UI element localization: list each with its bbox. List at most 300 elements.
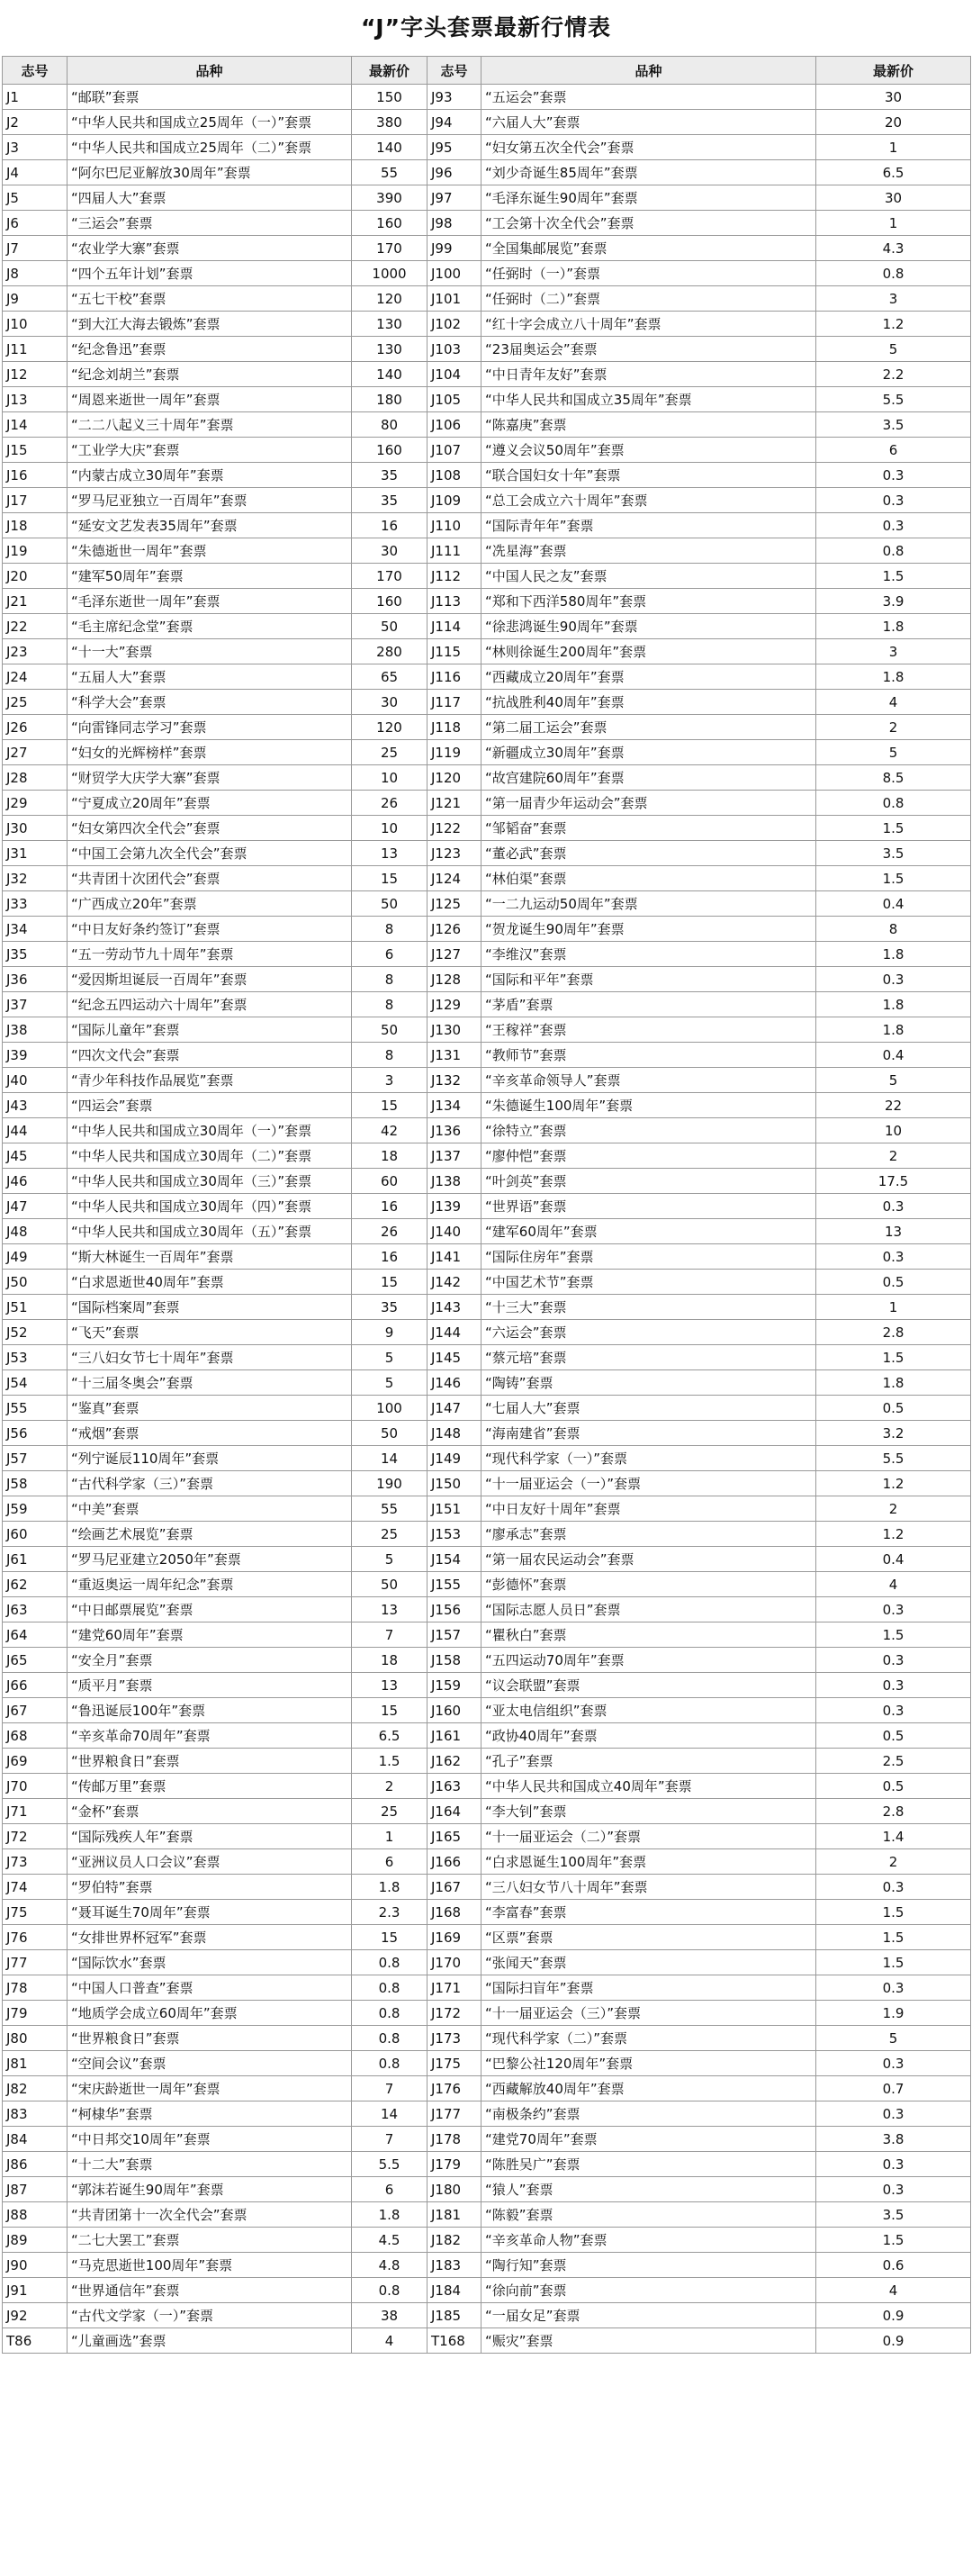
latest-price: 6.5: [816, 160, 971, 185]
stamp-code: J71: [3, 1799, 68, 1824]
latest-price: 50: [352, 1421, 428, 1446]
stamp-name: “宁夏成立20周年”套票: [68, 791, 352, 816]
stamp-name: “三八妇女节七十周年”套票: [68, 1345, 352, 1370]
latest-price: 0.8: [352, 2051, 428, 2076]
stamp-name: “中华人民共和国成立40周年”套票: [482, 1774, 816, 1799]
stamp-code: J36: [3, 967, 68, 992]
stamp-name: “孔子”套票: [482, 1749, 816, 1774]
table-row: [3, 110, 971, 135]
stamp-code: J4: [3, 160, 68, 185]
stamp-name: “张闻天”套票: [482, 1950, 816, 1975]
stamp-code: J20: [3, 564, 68, 589]
stamp-code: J38: [3, 1017, 68, 1043]
stamp-name: “区票”套票: [482, 1925, 816, 1950]
stamp-code: J120: [428, 765, 482, 791]
stamp-code: J107: [428, 438, 482, 463]
latest-price: 0.3: [816, 1194, 971, 1219]
table-row: [3, 765, 971, 791]
table-row: [3, 1774, 971, 1799]
latest-price: 0.9: [816, 2303, 971, 2328]
latest-price: 15: [352, 866, 428, 891]
latest-price: 1.5: [816, 1950, 971, 1975]
stamp-name: “中华人民共和国成立35周年”套票: [482, 387, 816, 412]
stamp-name: “徐悲鸿诞生90周年”套票: [482, 614, 816, 639]
stamp-code: J15: [3, 438, 68, 463]
latest-price: 150: [352, 85, 428, 110]
table-row: [3, 2303, 971, 2328]
stamp-code: J28: [3, 765, 68, 791]
table-row: [3, 1295, 971, 1320]
stamp-name: “金杯”套票: [68, 1799, 352, 1824]
table-row: [3, 1194, 971, 1219]
stamp-code: J124: [428, 866, 482, 891]
stamp-name: “郑和下西洋580周年”套票: [482, 589, 816, 614]
table-row: [3, 690, 971, 715]
stamp-code: J11: [3, 337, 68, 362]
stamp-code: J62: [3, 1572, 68, 1597]
stamp-code: J86: [3, 2152, 68, 2177]
stamp-code: J111: [428, 538, 482, 564]
stamp-name: “亚洲议员人口会议”套票: [68, 1849, 352, 1875]
latest-price: 50: [352, 891, 428, 917]
header-code-left: 志号: [3, 57, 68, 85]
stamp-code: J185: [428, 2303, 482, 2328]
stamp-name: “罗伯特”套票: [68, 1875, 352, 1900]
table-row: [3, 2328, 971, 2354]
latest-price: 170: [352, 564, 428, 589]
latest-price: 1.8: [816, 614, 971, 639]
stamp-code: J169: [428, 1925, 482, 1950]
latest-price: 9: [352, 1320, 428, 1345]
stamp-code: J22: [3, 614, 68, 639]
table-row: [3, 2076, 971, 2101]
latest-price: 7: [352, 1622, 428, 1648]
stamp-name: “23届奥运会”套票: [482, 337, 816, 362]
stamp-code: J117: [428, 690, 482, 715]
stamp-code: J161: [428, 1723, 482, 1749]
latest-price: 2: [816, 1143, 971, 1169]
table-row: [3, 2026, 971, 2051]
stamp-name: “向雷锋同志学习”套票: [68, 715, 352, 740]
stamp-code: J77: [3, 1950, 68, 1975]
latest-price: 190: [352, 1471, 428, 1496]
stamp-name: “朱德逝世一周年”套票: [68, 538, 352, 564]
stamp-name: “戒烟”套票: [68, 1421, 352, 1446]
stamp-code: J53: [3, 1345, 68, 1370]
latest-price: 0.4: [816, 1547, 971, 1572]
stamp-code: J163: [428, 1774, 482, 1799]
latest-price: 30: [816, 185, 971, 211]
stamp-name: “徐向前”套票: [482, 2278, 816, 2303]
latest-price: 30: [352, 690, 428, 715]
stamp-name: “中日友好条约签订”套票: [68, 917, 352, 942]
stamp-code: J126: [428, 917, 482, 942]
table-row: [3, 1244, 971, 1270]
latest-price: 5: [352, 1547, 428, 1572]
latest-price: 3: [352, 1068, 428, 1093]
stamp-name: “国际青年年”套票: [482, 513, 816, 538]
stamp-name: “林伯渠”套票: [482, 866, 816, 891]
table-row: [3, 438, 971, 463]
latest-price: 1.2: [816, 1522, 971, 1547]
stamp-name: “十二大”套票: [68, 2152, 352, 2177]
stamp-code: J184: [428, 2278, 482, 2303]
stamp-name: “中日邮票展览”套票: [68, 1597, 352, 1622]
stamp-code: J40: [3, 1068, 68, 1093]
table-row: [3, 2127, 971, 2152]
latest-price: 42: [352, 1118, 428, 1143]
latest-price: 2: [816, 1849, 971, 1875]
latest-price: 35: [352, 463, 428, 488]
stamp-code: J168: [428, 1900, 482, 1925]
latest-price: 0.3: [816, 463, 971, 488]
latest-price: 18: [352, 1143, 428, 1169]
table-row: [3, 1875, 971, 1900]
latest-price: 2.2: [816, 362, 971, 387]
stamp-name: “中日友好十周年”套票: [482, 1496, 816, 1522]
latest-price: 0.3: [816, 1597, 971, 1622]
stamp-name: “女排世界杯冠军”套票: [68, 1925, 352, 1950]
stamp-code: J173: [428, 2026, 482, 2051]
stamp-code: J138: [428, 1169, 482, 1194]
stamp-code: J139: [428, 1194, 482, 1219]
stamp-code: J158: [428, 1648, 482, 1673]
table-row: [3, 387, 971, 412]
latest-price: 1.8: [816, 664, 971, 690]
stamp-code: J70: [3, 1774, 68, 1799]
latest-price: 1.8: [816, 1017, 971, 1043]
table-row: [3, 1950, 971, 1975]
table-row: [3, 841, 971, 866]
stamp-code: J76: [3, 1925, 68, 1950]
stamp-code: J56: [3, 1421, 68, 1446]
table-row: [3, 791, 971, 816]
latest-price: 13: [352, 1597, 428, 1622]
stamp-name: “十一届亚运会（二）”套票: [482, 1824, 816, 1849]
table-row: [3, 488, 971, 513]
stamp-code: J34: [3, 917, 68, 942]
price-table: [2, 56, 971, 2354]
stamp-name: “爱因斯坦诞辰一百周年”套票: [68, 967, 352, 992]
latest-price: 0.3: [816, 1648, 971, 1673]
latest-price: 0.3: [816, 2152, 971, 2177]
stamp-code: J131: [428, 1043, 482, 1068]
latest-price: 0.3: [816, 1673, 971, 1698]
stamp-code: J146: [428, 1370, 482, 1396]
latest-price: 16: [352, 513, 428, 538]
latest-price: 4: [816, 1572, 971, 1597]
stamp-name: “四次文代会”套票: [68, 1043, 352, 1068]
stamp-name: “西藏成立20周年”套票: [482, 664, 816, 690]
stamp-code: J69: [3, 1749, 68, 1774]
stamp-name: “国际扫盲年”套票: [482, 1975, 816, 2001]
latest-price: 1.5: [816, 2228, 971, 2253]
stamp-name: “董必武”套票: [482, 841, 816, 866]
latest-price: 1.8: [352, 1875, 428, 1900]
latest-price: 130: [352, 312, 428, 337]
stamp-code: J116: [428, 664, 482, 690]
latest-price: 120: [352, 715, 428, 740]
latest-price: 0.6: [816, 2253, 971, 2278]
stamp-code: J157: [428, 1622, 482, 1648]
stamp-code: J14: [3, 412, 68, 438]
table-row: [3, 639, 971, 664]
latest-price: 0.5: [816, 1723, 971, 1749]
stamp-name: “中美”套票: [68, 1496, 352, 1522]
table-row: [3, 135, 971, 160]
latest-price: 3.5: [816, 841, 971, 866]
stamp-code: J118: [428, 715, 482, 740]
stamp-name: “六届人大”套票: [482, 110, 816, 135]
stamp-name: “重返奥运一周年纪念”套票: [68, 1572, 352, 1597]
latest-price: 1.8: [816, 1370, 971, 1396]
stamp-code: J96: [428, 160, 482, 185]
latest-price: 16: [352, 1244, 428, 1270]
stamp-code: J179: [428, 2152, 482, 2177]
stamp-code: J5: [3, 185, 68, 211]
stamp-name: “国际饮水”套票: [68, 1950, 352, 1975]
table-row: [3, 1572, 971, 1597]
stamp-name: “建党70周年”套票: [482, 2127, 816, 2152]
latest-price: 0.5: [816, 1774, 971, 1799]
stamp-name: “林则徐诞生200周年”套票: [482, 639, 816, 664]
table-row: [3, 85, 971, 110]
latest-price: 1: [352, 1824, 428, 1849]
latest-price: 65: [352, 664, 428, 690]
stamp-code: J79: [3, 2001, 68, 2026]
latest-price: 14: [352, 1446, 428, 1471]
latest-price: 8: [352, 917, 428, 942]
latest-price: 1: [816, 211, 971, 236]
stamp-code: J160: [428, 1698, 482, 1723]
stamp-code: J9: [3, 286, 68, 312]
stamp-code: J119: [428, 740, 482, 765]
latest-price: 1.4: [816, 1824, 971, 1849]
stamp-code: J64: [3, 1622, 68, 1648]
table-row: [3, 967, 971, 992]
latest-price: 26: [352, 1219, 428, 1244]
stamp-code: J95: [428, 135, 482, 160]
latest-price: 0.3: [816, 488, 971, 513]
table-row: [3, 589, 971, 614]
latest-price: 1.5: [816, 1925, 971, 1950]
stamp-code: J80: [3, 2026, 68, 2051]
latest-price: 13: [352, 841, 428, 866]
stamp-name: “陈嘉庚”套票: [482, 412, 816, 438]
stamp-name: “国际档案周”套票: [68, 1295, 352, 1320]
header-code-right: 志号: [428, 57, 482, 85]
stamp-code: J148: [428, 1421, 482, 1446]
stamp-name: “安全月”套票: [68, 1648, 352, 1673]
stamp-name: “三运会”套票: [68, 211, 352, 236]
latest-price: 1.8: [352, 2202, 428, 2228]
table-row: [3, 1824, 971, 1849]
stamp-name: “教师节”套票: [482, 1043, 816, 1068]
stamp-name: “中国艺术节”套票: [482, 1270, 816, 1295]
table-row: [3, 337, 971, 362]
table-row: [3, 412, 971, 438]
stamp-code: J90: [3, 2253, 68, 2278]
stamp-name: “内蒙古成立30周年”套票: [68, 463, 352, 488]
stamp-name: “鲁迅诞辰100年”套票: [68, 1698, 352, 1723]
stamp-code: J147: [428, 1396, 482, 1421]
latest-price: 0.8: [352, 2026, 428, 2051]
stamp-code: J65: [3, 1648, 68, 1673]
stamp-name: “红十字会成立八十周年”套票: [482, 312, 816, 337]
stamp-name: “赈灾”套票: [482, 2328, 816, 2354]
latest-price: 14: [352, 2101, 428, 2127]
latest-price: 0.8: [816, 791, 971, 816]
stamp-name: “任弼时（一）”套票: [482, 261, 816, 286]
stamp-code: J92: [3, 2303, 68, 2328]
latest-price: 6: [352, 1849, 428, 1875]
stamp-code: J134: [428, 1093, 482, 1118]
table-row: [3, 1799, 971, 1824]
stamp-name: “李富春”套票: [482, 1900, 816, 1925]
latest-price: 16: [352, 1194, 428, 1219]
stamp-code: J166: [428, 1849, 482, 1875]
latest-price: 5.5: [816, 387, 971, 412]
stamp-name: “传邮万里”套票: [68, 1774, 352, 1799]
latest-price: 30: [352, 538, 428, 564]
stamp-code: J50: [3, 1270, 68, 1295]
stamp-name: “柯棣华”套票: [68, 2101, 352, 2127]
stamp-name: “现代科学家（二）”套票: [482, 2026, 816, 2051]
stamp-code: J176: [428, 2076, 482, 2101]
latest-price: 3.2: [816, 1421, 971, 1446]
latest-price: 0.8: [352, 1950, 428, 1975]
latest-price: 120: [352, 286, 428, 312]
stamp-code: J132: [428, 1068, 482, 1093]
table-row: [3, 1143, 971, 1169]
stamp-name: “廖仲恺”套票: [482, 1143, 816, 1169]
stamp-code: J164: [428, 1799, 482, 1824]
stamp-code: J162: [428, 1749, 482, 1774]
stamp-name: “第一届青少年运动会”套票: [482, 791, 816, 816]
table-row: [3, 1345, 971, 1370]
latest-price: 0.5: [816, 1396, 971, 1421]
stamp-code: J23: [3, 639, 68, 664]
stamp-name: “叶剑英”套票: [482, 1169, 816, 1194]
stamp-name: “冼星海”套票: [482, 538, 816, 564]
latest-price: 8: [352, 992, 428, 1017]
stamp-code: J81: [3, 2051, 68, 2076]
stamp-name: “世界语”套票: [482, 1194, 816, 1219]
table-row: [3, 1017, 971, 1043]
latest-price: 5: [816, 337, 971, 362]
table-row: [3, 2202, 971, 2228]
latest-price: 15: [352, 1093, 428, 1118]
table-row: [3, 1622, 971, 1648]
stamp-code: J31: [3, 841, 68, 866]
stamp-code: J25: [3, 690, 68, 715]
latest-price: 0.3: [816, 2101, 971, 2127]
stamp-code: J100: [428, 261, 482, 286]
latest-price: 1.2: [816, 312, 971, 337]
table-row: [3, 211, 971, 236]
latest-price: 2.3: [352, 1900, 428, 1925]
table-row: [3, 312, 971, 337]
latest-price: 25: [352, 1799, 428, 1824]
table-row: [3, 614, 971, 639]
stamp-name: “二二八起义三十周年”套票: [68, 412, 352, 438]
stamp-name: “古代科学家（三）”套票: [68, 1471, 352, 1496]
latest-price: 4.8: [352, 2253, 428, 2278]
latest-price: 38: [352, 2303, 428, 2328]
stamp-name: “陶行知”套票: [482, 2253, 816, 2278]
stamp-code: J171: [428, 1975, 482, 2001]
stamp-name: “斯大林诞生一百周年”套票: [68, 1244, 352, 1270]
stamp-name: “瞿秋白”套票: [482, 1622, 816, 1648]
table-row: [3, 286, 971, 312]
stamp-name: “辛亥革命70周年”套票: [68, 1723, 352, 1749]
stamp-name: “中国人民之友”套票: [482, 564, 816, 589]
stamp-code: J114: [428, 614, 482, 639]
table-row: [3, 513, 971, 538]
latest-price: 3.8: [816, 2127, 971, 2152]
stamp-name: “四运会”套票: [68, 1093, 352, 1118]
latest-price: 50: [352, 1017, 428, 1043]
stamp-code: J130: [428, 1017, 482, 1043]
stamp-name: “现代科学家（一）”套票: [482, 1446, 816, 1471]
stamp-name: “四届人大”套票: [68, 185, 352, 211]
latest-price: 1.8: [816, 942, 971, 967]
table-row: [3, 715, 971, 740]
table-row: [3, 2051, 971, 2076]
stamp-name: “到大江大海去锻炼”套票: [68, 312, 352, 337]
latest-price: 1000: [352, 261, 428, 286]
stamp-code: J98: [428, 211, 482, 236]
table-row: [3, 1446, 971, 1471]
stamp-name: “阿尔巴尼亚解放30周年”套票: [68, 160, 352, 185]
stamp-code: J84: [3, 2127, 68, 2152]
stamp-code: J82: [3, 2076, 68, 2101]
stamp-code: J170: [428, 1950, 482, 1975]
stamp-code: J18: [3, 513, 68, 538]
table-row: [3, 1396, 971, 1421]
stamp-name: “辛亥革命人物”套票: [482, 2228, 816, 2253]
latest-price: 0.8: [816, 261, 971, 286]
stamp-code: J58: [3, 1471, 68, 1496]
latest-price: 3: [816, 286, 971, 312]
stamp-code: J26: [3, 715, 68, 740]
stamp-name: “科学大会”套票: [68, 690, 352, 715]
latest-price: 6.5: [352, 1723, 428, 1749]
stamp-code: J115: [428, 639, 482, 664]
latest-price: 8: [352, 967, 428, 992]
stamp-code: J136: [428, 1118, 482, 1143]
stamp-name: “郭沫若诞生90周年”套票: [68, 2177, 352, 2202]
stamp-name: “聂耳诞生70周年”套票: [68, 1900, 352, 1925]
stamp-name: “辛亥革命领导人”套票: [482, 1068, 816, 1093]
stamp-code: J46: [3, 1169, 68, 1194]
stamp-name: “二七大罢工”套票: [68, 2228, 352, 2253]
stamp-name: “儿童画选”套票: [68, 2328, 352, 2354]
stamp-name: “中华人民共和国成立30周年（四）”套票: [68, 1194, 352, 1219]
stamp-code: J52: [3, 1320, 68, 1345]
header-price-left: 最新价: [352, 57, 428, 85]
latest-price: 1.9: [816, 2001, 971, 2026]
stamp-name: “中华人民共和国成立30周年（一）”套票: [68, 1118, 352, 1143]
stamp-code: J104: [428, 362, 482, 387]
stamp-code: J39: [3, 1043, 68, 1068]
stamp-name: “第一届农民运动会”套票: [482, 1547, 816, 1572]
stamp-code: J121: [428, 791, 482, 816]
latest-price: 10: [352, 816, 428, 841]
table-row: [3, 185, 971, 211]
table-row: [3, 1975, 971, 2001]
stamp-code: J8: [3, 261, 68, 286]
